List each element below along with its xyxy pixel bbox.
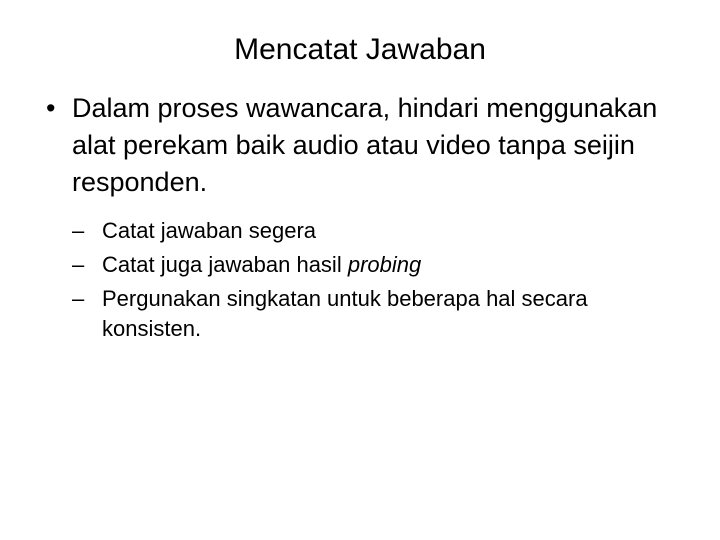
sub-bullet-item <box>72 250 680 280</box>
sub-bullet-item <box>72 216 680 246</box>
sub-bullet-text: Catat jawaban segera <box>102 218 317 243</box>
dash-marker: – <box>72 218 85 243</box>
slide-title: Mencatat Jawaban <box>234 33 486 66</box>
bullet-marker: • <box>46 93 56 123</box>
sub-bullet-text: Pergunakan singkatan untuk beberapa hal secara konsisten. <box>102 286 588 341</box>
dash-marker: – <box>72 252 85 277</box>
sub-bullet-item <box>72 284 680 344</box>
sub-bullet-text: Catat juga jawaban hasil <box>102 252 348 277</box>
bullet-text: Dalam proses wawancara, hindari menggunakan alat perekam baik audio atau video tanpa seijin responden. <box>72 93 658 197</box>
bullet-item <box>40 90 680 201</box>
sub-bullet-list <box>40 216 680 344</box>
slide-body <box>40 90 680 348</box>
dash-marker: – <box>72 286 85 311</box>
sub-bullet-italic-text: probing <box>347 252 422 277</box>
